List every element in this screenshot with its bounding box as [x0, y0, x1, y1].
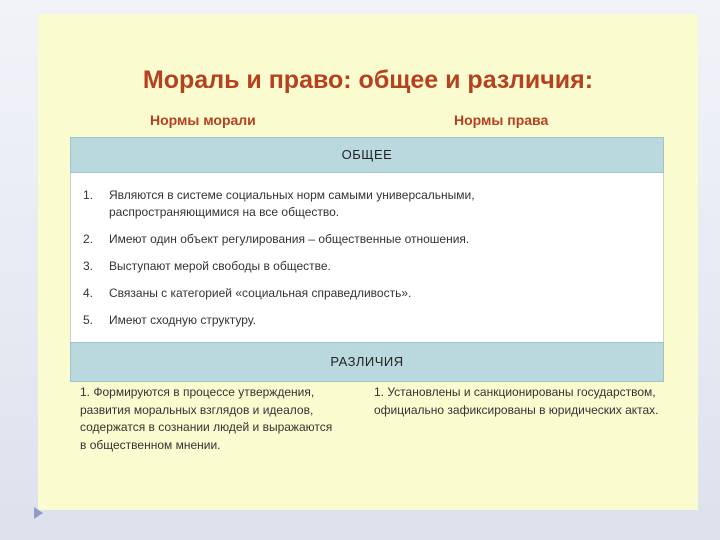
- list-item-number: 5.: [83, 313, 94, 327]
- column-heading-morals: Нормы морали: [150, 112, 256, 128]
- list-item-number: 2.: [83, 232, 94, 246]
- common-header: ОБЩЕЕ: [70, 137, 664, 173]
- list-item: [83, 187, 599, 221]
- slide-title: Мораль и право: общее и различия:: [142, 66, 594, 94]
- difference-law-text: 1. Установлены и санкционированы государством, официально зафиксированы в юридических актах.: [374, 385, 659, 417]
- list-item: [83, 312, 599, 329]
- differences-header: РАЗЛИЧИЯ: [70, 342, 664, 382]
- list-item: [83, 258, 599, 275]
- list-item-text: Имеют один объект регулирования – общественные отношения.: [109, 232, 470, 246]
- list-item: [83, 285, 599, 302]
- list-item-number: 1.: [83, 188, 94, 202]
- list-item: [83, 231, 599, 248]
- column-heading-law: Нормы права: [454, 112, 549, 128]
- slide: [38, 14, 698, 510]
- list-item-text: Выступают мерой свободы в обществе.: [109, 259, 331, 273]
- difference-morals-text: 1. Формируются в процессе утверждения, развития моральных взглядов и идеалов, содержатся в сознании людей и выражаются в общественном мнении.: [80, 385, 333, 452]
- list-item-number: 4.: [83, 286, 94, 300]
- list-item-text: Имеют сходную структуру.: [109, 313, 256, 327]
- list-item-text: Связаны с категорией «социальная справедливость».: [109, 286, 412, 300]
- list-item-text: Являются в системе социальных норм самыми универсальными, распространяющимися на все общество.: [109, 188, 475, 219]
- list-item-number: 3.: [83, 259, 94, 273]
- common-list-box: [70, 173, 664, 342]
- triangle-arrow-icon[interactable]: [34, 507, 43, 519]
